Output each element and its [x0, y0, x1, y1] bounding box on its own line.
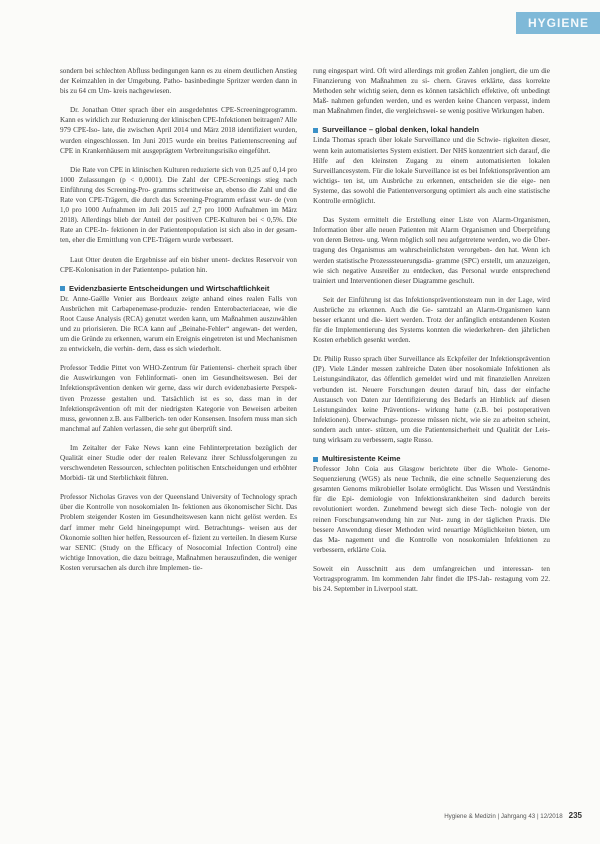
- heading-text: Evidenzbasierte Entscheidungen und Wirtschaftlichkeit: [69, 283, 270, 293]
- page-number: 235: [568, 811, 582, 820]
- paragraph: rung eingespart wird. Oft wird allerdings mit großen Zahlen jongliert, die um die Finanzierung von Maßnahmen zu si- chern. Graves erklärte, dass korrekte Methoden sehr wichtig seien, denn es können tatsächlich effektive, oft unbedingt Maß- nahmen gefunden werden, und es werden keine Chancen verpasst, indem man Maßnahmen findet, die vergleichswei- se wenig positive Wirkungen haben.: [313, 67, 550, 116]
- paragraph: Laut Otter deuten die Ergebnisse auf ein bisher unent- decktes Reservoir von CPE-Kolonisation in der Patientenpo- pulation hin.: [60, 255, 297, 274]
- heading-text: Multiresistente Keime: [322, 454, 401, 464]
- section-heading: [313, 454, 550, 464]
- bullet-square-icon: [313, 457, 318, 462]
- paragraph: Seit der Einführung ist das Infektionspräventionsteam nun in der Lage, wird Ausbrüche zu erkennen. Auch die Ge- samtzahl an Alarm-Organismen kann besser erkannt und die- kiert werden. Trotz der anfänglich entstandenen Kosten für die Implementierung des Systems konnten die wiederkehren- den jährlichen Kosten erheblich gesenkt werden.: [313, 295, 550, 345]
- paragraph: Die Rate von CPE in klinischen Kulturen reduzierte sich von 0,25 auf 0,14 pro 1000 Zulassungen (p < 0,0001). Die Zahl der CPE-Screenings stieg nach Einführung des Screening-Pro- gramms schrittweise an, ebenso die Zahl und die Rate von CPE-Trägern, die durch das Screening-Programm erfasst wur- de (von 1,0 pro 1000 Aufnahmen im Juli 2015 auf 2,7 pro 1000 Aufnahmen im März 2018). Allerdings blieb der Anteil der positiven CPE-Kulturen bei < 0,5%. Die Rate an CPE-In- fektionen in der Patientenpopulation ist sich also in der gesam- ten, eher die Ermittlung von CPE-Trägern wurde verbessert.: [60, 165, 297, 245]
- paragraph: Professor Teddie Pittet von WHO-Zentrum für Patientensi- cherheit sprach über die Auswirkungen von Fehlinformati- onen im Gesundheitswesen. Bei der Infektionsprävention denken wir gerne, dass wir durch evidenzbasierte Perspek- tiven Prozesse gestalten und. Tatsächlich ist es so, dass man in der Infektionsprävention oft mit der niedrigsten Kategorie von Beweisen arbeiten muss, gewonnen z.B. aus Fallberich- ten oder Konsensen. Insofern muss man sich manchmal auf Zahlen verlassen, die sehr gut überprüft sind.: [60, 364, 297, 433]
- bullet-square-icon: [60, 286, 65, 291]
- left-column: [60, 66, 297, 582]
- paragraph: Soweit ein Ausschnitt aus dem umfangreichen und interessan- ten Vortragsprogramm. Im kommenden Jahr findet die IPS-Jah- restagung vom 22. bis 24. September in Liverpool statt.: [313, 564, 550, 594]
- paragraph: Dr. Anne-Gaëlle Venier aus Bordeaux zeigte anhand eines realen Falls von Ausbrüchen mit Carbapenemase-produzie- renden Enterobacteriaceae, wie die Root Cause Analysis (RCA) genutzt werden kann, um Maßnahmen auszuwählen und zu priorisieren. Die RCA kann auf „Beinahe-Fehler“ angewan- det werden, um die Gründe zu erkennen, warum ein Ereignis eingetreten ist und Mechanismen zu entwickeln, die verhin- dern, dass es sich wiederholt.: [60, 294, 297, 354]
- heading-text: Surveillance – global denken, lokal handeln: [322, 125, 479, 135]
- journal-info: Hygiene & Medizin | Jahrgang 43 | 12/2018: [444, 813, 563, 820]
- right-column: [313, 66, 550, 603]
- paragraph: Professor John Coia aus Glasgow berichtete über die Whole- Genome-Sequenzierung (WGS) als neue Technik, die eine schnelle Sequenzierung des gesamten Genoms mikrobieller Isolate ermöglicht. Das Wissen und Verständnis für die Epi- demiologie von Infektionskrankheiten sind dadurch bereits revolutioniert worden. Zunehmend bewegt sich diese Tech- nologie von der reinen Forschungsanwendung hin zur Nut- zung in der täglichen Praxis. Die bessere Anwendung dieser Methoden wird neuartige Möglichkeiten bieten, um das Ma- nagement und die Kontrolle von nosokomialen Infektionen zu verbessern, erklärte Coia.: [313, 465, 550, 554]
- paragraph: Dr. Jonathan Otter sprach über ein ausgedehntes CPE-Screeningprogramm. Kann es wirklich zur Reduzierung der klinischen CPE-Infektionen beitragen? Alle 979 CPE-Iso- late, die zwischen April 2014 und März 2018 identifiziert wurden, wurden eingeschlossen. Im Juni 2015 wurde ein breites Patientenscreening auf CPE in Krankenhäusern mit ausgeprägtem Verbreitungsrisiko eingeführt.: [60, 106, 297, 155]
- paragraph: Dr. Philip Russo sprach über Surveillance als Eckpfeiler der Infektionsprävention (IP). Viele Länder messen zahlreiche Daten über nosokomiale Infektionen als Leistungsindikator, das öffentlich gemeldet wird und mit finanziellen Anreizen verbunden ist. Neuere Forschungen deuten darauf hin, dass der einfache Austausch von Daten zur Identifizierung des Bedarfs an Hinblick auf diesen Leistungsindex keine Präventions- wirkung hatte (z.B. bei postoperativen Infektionen). Überwachungs- prozesse müssen nicht, wie sie zu arbeiten scheint, sondern auch unter- stützen, um die Patientensicherheit und Qualität der Leis- tung wirksam zu verbessern, sagte Russo.: [313, 355, 550, 444]
- paragraph: Im Zeitalter der Fake News kann eine Fehlinterpretation bezüglich der Qualität einer Studie oder der realen Relevanz ihrer Schlussfolgerungen zu verschwendeten Ressourcen, schlechten politischen Entscheidungen und erhöhter Morbidi- tät und Sterblichkeit führen.: [60, 443, 297, 483]
- paragraph: sondern bei schlechten Abfluss bedingungen kann es zu einem deutlichen Anstieg der Keimzahlen in der Umgebung. Patho- basinbedingte Spritzer werden dann in bis zu 64 cm Um- kreis nachgewiesen.: [60, 67, 297, 96]
- paragraph: Professor Nicholas Graves von der Queensland University of Technology sprach über die Kontrolle von nosokomialen In- fektionen aus ökonomischer Sicht. Das Problem steigender Kosten im Gesundheitswesen kann nicht gelöst werden. Es darf immer mehr Geld hineingepumpt wird. Betrachtungs- weisen aus der Ökonomie sollten hier helfen, Ressourcen ef- fizient zu verteilen. In diesem Kurse war SENIC (Study on the Efficacy of Nosocomial Infection Control) eine wichtige Innovation, die dazu beitrage, Maßnahmen herauszufinden, die weniger Kosten verursachen als durch ihre Implemen- tie-: [60, 493, 297, 572]
- paragraph: Linda Thomas sprach über lokale Surveillance und die Schwie- rigkeiten dieser, wenn kein automatisiertes System existiert. Der NHS konzentriert sich darauf, die Hilfe auf den kleinsten Zugang zu einem automatisierten lokalen Surveillancesystem. Für die lokale Surveillance ist es bei Infektionsprävention am wichtigs- ten ist, um Ausbrüche zu erkennen, entscheiden sie die eige- nen Systeme, das sowohl die Patientenversorgung optimiert als auch eine statistische Kontrolle ermöglicht.: [313, 136, 550, 206]
- bullet-square-icon: [313, 128, 318, 133]
- page-footer: [392, 811, 582, 820]
- paragraph: Das System ermittelt die Erstellung einer Liste von Alarm-Organismen, Information über alle neuen Patienten mit Alarm Organismen und Überprüfung von deren Betreu- ung. Wenn möglich soll neu aufgetretene werden, wo die Über- tragung des Organismus am wahrscheinlichsten verorgeben- den hat. Wenn ich werden statistische Prozesssteuerungsdia- gramme (SPC) erstellt, um anzuzeigen, wie sich negative Ausreißer zu entdecken, das Personal wurde entsprechend trainiert und Interventionen dieser Diagramme geschult.: [313, 216, 550, 285]
- section-tab: HYGIENE: [516, 12, 600, 34]
- section-heading: [60, 284, 297, 294]
- section-heading: [313, 125, 550, 135]
